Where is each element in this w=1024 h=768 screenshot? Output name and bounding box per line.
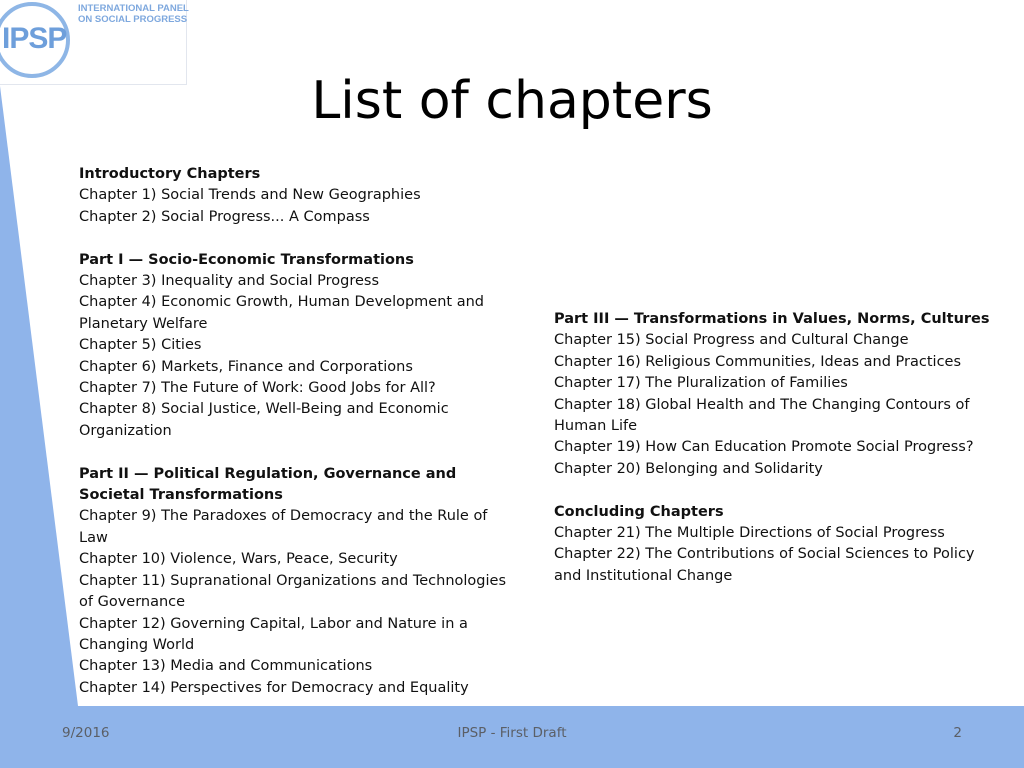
logo-abbr: IPSP — [2, 22, 67, 55]
chapter-item: Chapter 6) Markets, Finance and Corporations — [79, 358, 413, 375]
chapter-item: Chapter 2) Social Progress... A Compass — [79, 208, 370, 225]
chapter-item: Chapter 20) Belonging and Solidarity — [554, 460, 823, 477]
footer-title: IPSP - First Draft — [457, 725, 567, 741]
section-heading: Introductory Chapters — [79, 166, 261, 182]
page-number: 2 — [953, 725, 962, 741]
chapter-section — [79, 464, 519, 699]
chapter-item: Chapter 12) Governing Capital, Labor and Nature in a Changing World — [79, 615, 468, 653]
footer-date: 9/2016 — [62, 725, 110, 741]
logo-line-2: ON SOCIAL PROGRESS — [78, 14, 188, 25]
chapter-item: Chapter 4) Economic Growth, Human Development and Planetary Welfare — [79, 294, 484, 332]
section-heading: Part II — Political Regulation, Governance and Societal Transformations — [79, 465, 457, 504]
section-heading: Part III — Transformations in Values, Norms, Cultures — [554, 311, 990, 327]
chapter-section — [554, 309, 994, 480]
section-heading: Part I — Socio-Economic Transformations — [79, 251, 414, 268]
logo-line-1: INTERNATIONAL PANEL — [78, 3, 189, 14]
chapter-section — [79, 250, 519, 443]
chapter-item: Chapter 22) The Contributions of Social Sciences to Policy and Institutional Change — [554, 546, 975, 584]
chapter-item: Chapter 8) Social Justice, Well-Being and Economic Organization — [79, 401, 449, 439]
chapter-item: Chapter 19) How Can Education Promote Social Progress? — [554, 439, 974, 456]
chapter-item: Chapter 7) The Future of Work: Good Jobs for All? — [79, 380, 436, 397]
chapter-item: Chapter 10) Violence, Wars, Peace, Security — [79, 551, 398, 568]
chapter-item: Chapter 11) Supranational Organizations and Technologies of Governance — [79, 572, 507, 611]
chapter-item: Chapter 17) The Pluralization of Families — [554, 375, 848, 392]
chapter-item: Chapter 3) Inequality and Social Progress — [79, 273, 380, 290]
right-column — [554, 309, 994, 609]
slide-title: List of chapters — [311, 71, 713, 131]
chapter-section — [79, 164, 519, 228]
chapter-section — [554, 502, 994, 588]
chapter-item: Chapter 9) The Paradoxes of Democracy and the Rule of Law — [79, 508, 488, 546]
chapter-item: Chapter 18) Global Health and The Changing Contours of Human Life — [554, 396, 970, 435]
chapter-item: Chapter 16) Religious Communities, Ideas and Practices — [554, 353, 962, 370]
chapter-item: Chapter 1) Social Trends and New Geographies — [79, 187, 421, 204]
left-blue-band — [0, 86, 78, 706]
chapter-item: Chapter 5) Cities — [79, 337, 202, 354]
left-column — [79, 164, 519, 721]
chapter-item: Chapter 13) Media and Communications — [79, 658, 373, 675]
chapter-item: Chapter 15) Social Progress and Cultural Change — [554, 332, 909, 349]
chapter-item: Chapter 14) Perspectives for Democracy and Equality — [79, 679, 469, 696]
section-heading: Concluding Chapters — [554, 503, 724, 520]
chapter-item: Chapter 21) The Multiple Directions of Social Progress — [554, 525, 945, 542]
logo-subtitle — [78, 3, 189, 25]
